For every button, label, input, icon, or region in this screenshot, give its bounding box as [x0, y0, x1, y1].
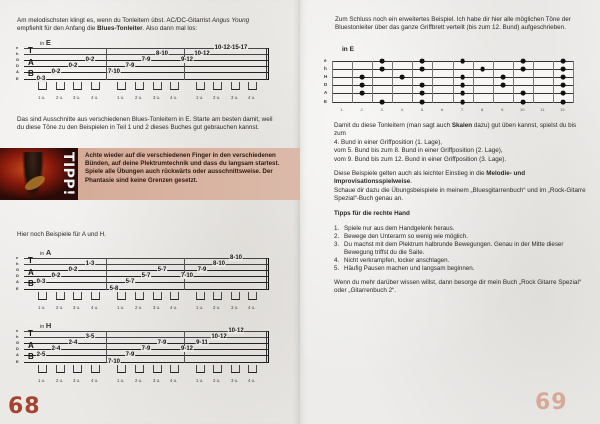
guitarist-photo: [0, 148, 78, 200]
count-label: 4 u.: [91, 305, 99, 310]
eighth-note-pair: [73, 82, 82, 90]
count-label: 4 u.: [170, 305, 178, 310]
count-label: 3 u.: [231, 95, 239, 100]
fret-number: 8.: [480, 107, 485, 112]
scale-note-dot: [360, 75, 365, 80]
tab-note: 3-5: [85, 334, 95, 340]
tab-note: 7-9: [125, 63, 135, 69]
blues-scale-term: Blues-Tonleiter: [97, 25, 143, 33]
tab-note: 7-9: [157, 340, 167, 346]
scale-note-dot: [480, 67, 485, 72]
count-label: 1 u.: [38, 95, 46, 100]
string-label: D: [16, 63, 19, 68]
tab-clef-letter: B: [28, 69, 34, 78]
fret-line: [332, 61, 333, 103]
tab-string-line: [24, 343, 269, 344]
tab-staff: [16, 45, 269, 82]
scale-note-dot: [500, 83, 505, 88]
rhythm-stems: [24, 365, 269, 377]
tab-note: 8-10: [212, 261, 226, 267]
string-label: G: [16, 340, 20, 345]
fret-line: [453, 61, 454, 103]
eighth-note-pair: [135, 365, 144, 373]
scale-note-dot: [380, 100, 385, 105]
page-number-left: 68: [8, 394, 41, 419]
artist-name: Angus Young: [211, 17, 250, 24]
fret-line: [372, 61, 373, 103]
tab-note: 7-9: [125, 352, 135, 358]
tab-note: 10-12: [194, 51, 210, 57]
eighth-note-pair: [135, 292, 144, 300]
scale-note-dot: [561, 67, 566, 72]
final-bar-line: [266, 48, 269, 80]
count-label: 2 u.: [56, 95, 64, 100]
count-label: 4 u.: [170, 95, 178, 100]
eighth-note-pair: [231, 292, 240, 300]
scale-note-dot: [561, 91, 566, 96]
count-label: 3 u.: [231, 378, 239, 383]
string-label: e: [16, 328, 19, 333]
scale-note-dot: [520, 100, 525, 105]
count-label: 1 u.: [196, 305, 204, 310]
fret-line: [553, 61, 554, 103]
fret-line: [432, 61, 433, 103]
count-label: 1 u.: [196, 378, 204, 383]
fret-line: [473, 61, 474, 103]
rhythm-stems: [24, 292, 269, 304]
right-intro-paragraph: Zum Schluss noch ein erweitertes Beispiel. Ich habe dir hier alle möglichen Töne der Bluestonleiter über das ganze Griffbrett verteilt (bis zum 12. Bund) aufgeschrieben.: [335, 16, 571, 32]
eighth-note-pair: [231, 365, 240, 373]
eighth-note-pair: [248, 365, 257, 373]
after-tab-paragraph: Das sind Ausschnitte aus verschiedenen Blues-Tonleitern in E. Starte am besten damit, weil du diese Töne zu den Beispielen in Teil 1 und 2 dieses Buches gut gebrauchen kannst.: [17, 116, 273, 132]
tab-string-line: [24, 282, 269, 283]
count-label: 2 u.: [135, 305, 143, 310]
tab-note: 0-2: [85, 57, 95, 63]
tab-note: 1-3: [85, 261, 95, 267]
scale-note-dot: [460, 100, 465, 105]
more-examples-paragraph: Hier noch Beispiele für A und H.: [17, 231, 106, 238]
eighth-note-pair: [196, 82, 205, 90]
eighth-note-pair: [153, 292, 162, 300]
scale-note-dot: [460, 75, 465, 80]
string-label: E: [16, 359, 19, 364]
scale-note-dot: [360, 83, 365, 88]
eighth-note-pair: [38, 82, 47, 90]
tab-clef-letter: B: [28, 279, 34, 288]
tab-string-line: [24, 54, 269, 55]
tab-clef-letter: A: [28, 341, 34, 350]
tab-note: 0-3: [36, 76, 46, 82]
count-label: 4 u.: [248, 305, 256, 310]
tab-note: 7-9: [141, 57, 151, 63]
eighth-note-pair: [73, 292, 82, 300]
eighth-note-pair: [153, 365, 162, 373]
tip-item: 5. Häufig Pausen machen und langsam beginnen.: [334, 265, 475, 273]
eighth-note-pair: [117, 82, 126, 90]
position-1: 4. Bund in einer Griffposition (1. Lage),: [334, 139, 443, 146]
eighth-note-pair: [91, 82, 100, 90]
scale-note-dot: [460, 83, 465, 88]
tab-clef-letter: B: [28, 352, 34, 361]
scale-note-dot: [380, 59, 385, 64]
tab-in-a: [14, 248, 269, 318]
scale-note-dot: [520, 67, 525, 72]
count-label: 4 u.: [248, 95, 256, 100]
scale-note-dot: [520, 91, 525, 96]
tab-note: 9-12: [180, 346, 194, 352]
final-bar-line: [266, 258, 269, 290]
count-label: 4 u.: [91, 95, 99, 100]
fret-line: [493, 61, 494, 103]
count-label: 3 u.: [153, 305, 161, 310]
fret-number: 2.: [360, 107, 364, 112]
fretboard-grid: [324, 58, 573, 112]
melody-paragraph: Diese Beispiele gelten auch als leichter Einstieg in die Melodie- und Improvisationsspielweise.: [334, 170, 526, 186]
tab-note: 9-12: [180, 57, 194, 63]
eighth-note-pair: [117, 292, 126, 300]
tab-clef-letter: T: [28, 329, 33, 338]
count-label: 2 u.: [135, 95, 143, 100]
count-label: 3 u.: [73, 95, 81, 100]
tab-note: 10-12: [211, 334, 227, 340]
fret-number: 4.: [400, 107, 404, 112]
eighth-note-pair: [196, 292, 205, 300]
tab-string-line: [24, 270, 269, 271]
books-paragraph: Schaue dir dazu die Übungsbeispiele in meinem „Bluesgitarrenbuch“ und im „Rock-Gitarre Spezial“-Buch genau an.: [334, 187, 586, 203]
scale-note-dot: [420, 83, 425, 88]
page-number-right: 69: [535, 390, 568, 415]
intro-paragraph: Am melodischsten klingt es, wenn du Tonleitern übst. AC/DC-Gitarrist Angus Young empfiehlt für den Anfang die Blues-Tonleiter. Also dann mal los:: [17, 17, 250, 33]
tab-note: 5-8: [109, 286, 119, 292]
tab-note: 7-10: [107, 359, 121, 365]
tab-note: 5-7: [125, 279, 135, 285]
tab-string-line: [24, 337, 269, 338]
count-label: 4 u.: [91, 378, 99, 383]
scales-term: Skalen: [451, 122, 473, 129]
tab-in-e: [14, 38, 269, 108]
string-label: h: [16, 334, 19, 339]
eighth-note-pair: [213, 365, 222, 373]
string-label: e: [16, 45, 19, 50]
fret-number: 11.: [540, 107, 546, 112]
tab-clef-letter: T: [28, 46, 33, 55]
tab-string-line: [24, 264, 269, 265]
tab-string-line: [24, 289, 269, 290]
tab-string-line: [24, 355, 269, 356]
bar-line: [184, 48, 185, 80]
count-label: 1 u.: [196, 95, 204, 100]
scale-note-dot: [420, 100, 425, 105]
fretboard-string-label: E: [324, 99, 328, 104]
tab-note: 7-10: [107, 69, 121, 75]
eighth-note-pair: [196, 365, 205, 373]
eighth-note-pair: [231, 82, 240, 90]
tab-note: 0-2: [68, 63, 78, 69]
tab-clef-letter: A: [28, 268, 34, 277]
fret-line: [573, 61, 574, 103]
eighth-note-pair: [135, 82, 144, 90]
tab-note: 8-10: [155, 51, 169, 57]
tab-key-label: in H: [40, 321, 52, 330]
tab-note: 0-2: [51, 273, 61, 279]
tab-in-h: [14, 321, 269, 391]
bar-line: [106, 258, 107, 290]
tip-item: 1. Spiele nur aus dem Handgelenk heraus.: [334, 225, 455, 232]
count-label: 1 u.: [117, 378, 125, 383]
fret-line: [352, 61, 353, 103]
fret-number: 12.: [560, 107, 566, 112]
count-label: 3 u.: [73, 305, 81, 310]
string-label: E: [16, 76, 19, 81]
tab-note: 10-12-15-17: [214, 45, 248, 51]
scale-note-dot: [561, 83, 566, 88]
fretboard-string-label: h: [324, 66, 327, 71]
tab-note: 5-7: [141, 273, 151, 279]
scale-note-dot: [420, 67, 425, 72]
eighth-note-pair: [91, 365, 100, 373]
scale-note-dot: [460, 59, 465, 64]
string-label: G: [16, 267, 20, 272]
eighth-note-pair: [248, 292, 257, 300]
tab-staff: [16, 328, 269, 365]
fretboard-string-label: H: [324, 74, 328, 79]
fretboard-string-label: e: [324, 58, 327, 63]
fret-line: [412, 61, 413, 103]
tab-string-line: [24, 66, 269, 67]
tab-staff: [16, 255, 269, 292]
fret-line: [533, 61, 534, 103]
fretboard-title: in E: [342, 46, 354, 53]
tab-key-label: in E: [40, 38, 51, 47]
fret-number: 1.: [340, 107, 344, 112]
closing-paragraph: Wenn du mehr darüber wissen willst, dann besorge dir mein Buch „Rock Gitarre Spezial“ oder „Gitarrenbuch 2“.: [334, 279, 581, 295]
tab-note: 0-2: [51, 69, 61, 75]
count-label: 1 u.: [38, 305, 46, 310]
tip-text: Achte wieder auf die verschiedenen Finger in den verschiedenen Bünden, auf deine Plektrumtechnik und dass du langsam startest. Spiele alle Übungen auch rückwärts oder ausschnittsweise. Der Phantasie sind keine Grenzen gesetzt.: [85, 152, 280, 184]
scale-note-dot: [500, 75, 505, 80]
count-label: 2 u.: [213, 305, 221, 310]
tip-badge: TIPP!: [60, 151, 77, 197]
final-bar-line: [266, 331, 269, 363]
scale-note-dot: [561, 59, 566, 64]
tab-note: 9-11: [196, 340, 208, 346]
string-label: A: [16, 69, 19, 74]
tab-note: 2-4: [68, 340, 78, 346]
eighth-note-pair: [38, 365, 47, 373]
count-label: 3 u.: [231, 305, 239, 310]
count-label: 2 u.: [56, 378, 64, 383]
tab-note: 0-3: [36, 279, 46, 285]
tab-clef-letter: A: [28, 58, 34, 67]
string-label: E: [16, 286, 19, 291]
fret-number: 5.: [420, 107, 425, 112]
string-label: A: [16, 279, 19, 284]
fret-number: 7.: [460, 107, 465, 112]
tab-note: 7-9: [141, 346, 151, 352]
tips-heading: Tipps für die rechte Hand: [334, 210, 410, 217]
eighth-note-pair: [73, 365, 82, 373]
tip-item: 2. Bewege den Unterarm so wenig wie möglich.: [334, 233, 468, 241]
eighth-note-pair: [56, 365, 65, 373]
fret-number: 10.: [520, 107, 526, 112]
eighth-note-pair: [91, 292, 100, 300]
string-label: h: [16, 51, 19, 56]
count-label: 4 u.: [170, 378, 178, 383]
tab-note: 5-7: [157, 267, 167, 273]
tips-list: [334, 225, 589, 274]
count-label: 3 u.: [73, 378, 81, 383]
fret-number: 3.: [380, 107, 384, 112]
eighth-note-pair: [213, 82, 222, 90]
scale-note-dot: [420, 59, 425, 64]
eighth-note-pair: [56, 82, 65, 90]
fretboard-diagram-in-e: [320, 46, 590, 116]
count-label: 3 u.: [153, 378, 161, 383]
tab-note: 7-10: [180, 273, 194, 279]
positions-list: [334, 139, 589, 164]
tip-item: 3. Du machst mit dem Plektrum halbrunde Bewegungen. Genau in der Mitte dieser Bewegung triffst du die Saite.: [334, 241, 564, 257]
count-label: 2 u.: [135, 378, 143, 383]
fret-line: [513, 61, 514, 103]
position-3: vom 9. Bund bis zum 12. Bund in einer Griffposition (3. Lage).: [334, 155, 507, 163]
tab-note: 0-2: [68, 267, 78, 273]
fretboard-string-label: A: [324, 90, 328, 95]
count-label: 4 u.: [248, 378, 256, 383]
eighth-note-pair: [117, 365, 126, 373]
count-label: 1 u.: [117, 95, 125, 100]
tab-clef-letter: T: [28, 256, 33, 265]
count-label: 3 u.: [153, 95, 161, 100]
scales-paragraph: Damit du diese Tonleitern (man sagt auch Skalen dazu) gut üben kannst, spielst du bis zum: [334, 122, 577, 138]
eighth-note-pair: [213, 292, 222, 300]
tip-item: 4. Nicht verkrampfen, locker anschlagen.: [334, 257, 450, 265]
eighth-note-pair: [56, 292, 65, 300]
string-label: D: [16, 346, 19, 351]
scale-note-dot: [380, 67, 385, 72]
eighth-note-pair: [170, 365, 179, 373]
scale-note-dot: [561, 75, 566, 80]
melody-term: Melodie- und Improvisationsspielweise: [334, 170, 526, 186]
fretboard-string-label: D: [324, 82, 328, 87]
count-label: 2 u.: [56, 305, 64, 310]
string-label: A: [16, 352, 19, 357]
bar-line: [106, 48, 107, 80]
scale-note-dot: [460, 91, 465, 96]
eighth-note-pair: [38, 292, 47, 300]
count-label: 1 u.: [117, 305, 125, 310]
tip-box: [0, 148, 300, 200]
tab-string-line: [24, 362, 269, 363]
scale-note-dot: [400, 75, 405, 80]
scale-note-dot: [520, 59, 525, 64]
scale-note-dot: [561, 100, 566, 105]
tab-note: 7-9: [197, 267, 207, 273]
eighth-note-pair: [170, 82, 179, 90]
tab-note: 8-10: [229, 255, 243, 261]
fret-number: 6.: [440, 107, 445, 112]
eighth-note-pair: [170, 292, 179, 300]
eighth-note-pair: [153, 82, 162, 90]
tab-note: 2-4: [51, 346, 61, 352]
rhythm-stems: [24, 82, 269, 94]
count-label: 1 u.: [38, 378, 46, 383]
fret-number: 9.: [501, 107, 505, 112]
tab-key-label: in A: [40, 248, 52, 257]
string-label: e: [16, 255, 19, 260]
count-label: 2 u.: [213, 95, 221, 100]
string-label: G: [16, 57, 20, 62]
tab-note: 2-5: [36, 352, 46, 358]
tab-string-line: [24, 79, 269, 80]
eighth-note-pair: [248, 82, 257, 90]
position-2: vom 5. Bund bis zum 8. Bund in einer Griffposition (2. Lage),: [334, 147, 503, 155]
scale-note-dot: [360, 91, 365, 96]
count-label: 2 u.: [213, 378, 221, 383]
string-label: h: [16, 261, 19, 266]
fret-line: [392, 61, 393, 103]
tab-note: 10-12: [228, 328, 244, 334]
scale-note-dot: [420, 91, 425, 96]
string-label: D: [16, 273, 19, 278]
